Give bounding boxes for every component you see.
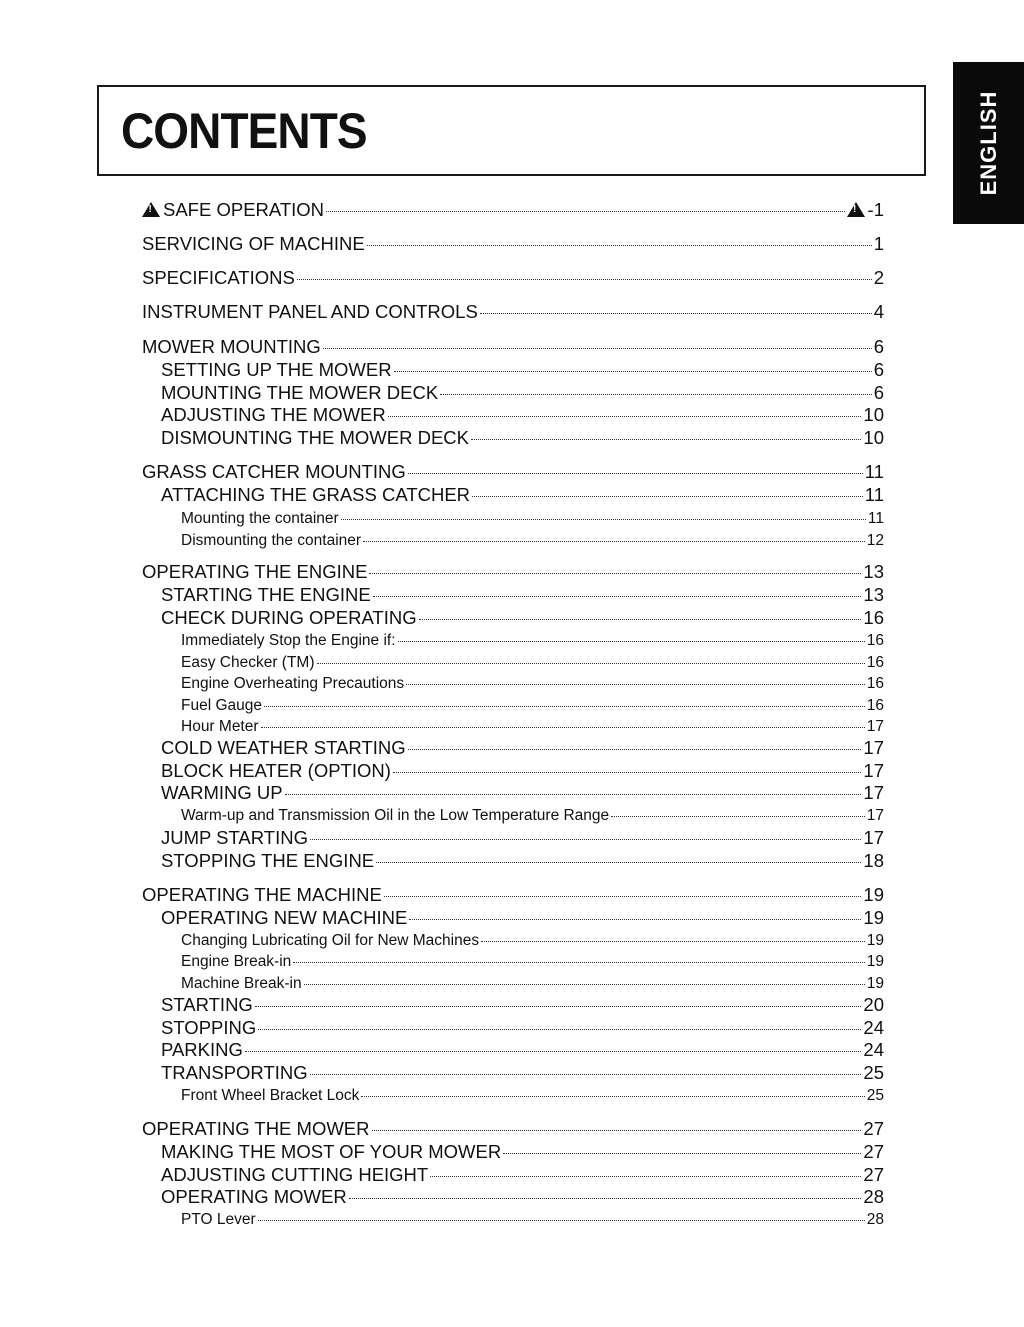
toc-entry-label	[161, 760, 391, 782]
toc-page-number	[867, 1087, 884, 1105]
toc-entry-text: OPERATING THE MOWER	[142, 1117, 370, 1139]
toc-entry[interactable]	[181, 672, 884, 693]
toc-page-number-text: 19	[866, 952, 884, 970]
toc-entry-label	[181, 654, 315, 672]
toc-entry[interactable]	[161, 1060, 884, 1084]
toc-entry-label	[161, 994, 253, 1016]
dot-leader	[323, 334, 872, 353]
toc-page-number	[863, 1062, 884, 1084]
toc-entry[interactable]	[142, 334, 884, 358]
toc-entry-text: BLOCK HEATER (OPTION)	[161, 759, 391, 781]
toc-entry[interactable]	[181, 1084, 884, 1105]
toc-page-number-text: 16	[866, 653, 884, 671]
toc-entry-label	[142, 233, 365, 255]
toc-page-number-text: 17	[863, 826, 884, 848]
toc-page-number	[867, 632, 884, 650]
toc-page-number-text: 27	[863, 1140, 884, 1162]
toc-entry-label	[181, 697, 262, 715]
toc-entry-text: MOWER MOUNTING	[142, 335, 321, 357]
toc-entry[interactable]	[181, 929, 884, 950]
toc-page-number-text: 6	[873, 335, 884, 357]
toc-page-number-text: 13	[863, 560, 884, 582]
toc-entry[interactable]	[142, 882, 884, 906]
toc-entry-text: STOPPING	[161, 1016, 257, 1038]
dot-leader	[373, 582, 862, 601]
dot-leader	[408, 459, 863, 478]
toc-entry-text: Engine Break-in	[181, 952, 292, 970]
toc-page-number-text: 20	[863, 993, 884, 1015]
toc-entry-label	[142, 199, 324, 221]
toc-page-number	[863, 782, 884, 804]
toc-page-number	[863, 404, 884, 426]
toc-page-number	[863, 1141, 884, 1163]
toc-page-number	[863, 884, 884, 906]
toc-entry-text: Warm-up and Transmission Oil in the Low Temperature Range	[181, 806, 610, 824]
dot-leader	[384, 882, 862, 901]
toc-page-number	[867, 654, 884, 672]
toc-entry-text: ADJUSTING CUTTING HEIGHT	[161, 1163, 429, 1185]
dot-leader	[297, 265, 872, 284]
toc-entry-label	[161, 1062, 308, 1084]
toc-entry[interactable]	[161, 582, 884, 606]
dot-leader	[471, 425, 861, 444]
dot-leader	[258, 1208, 865, 1224]
toc-entry-text: Changing Lubricating Oil for New Machines	[181, 931, 480, 949]
toc-entry-label	[181, 1087, 359, 1105]
toc-page-number	[863, 1186, 884, 1208]
toc-entry[interactable]	[161, 992, 884, 1016]
toc-entry-text: OPERATING MOWER	[161, 1185, 347, 1207]
toc-entry-label	[142, 1118, 370, 1140]
toc-entry-text: DISMOUNTING THE MOWER DECK	[161, 426, 469, 448]
toc-page-number	[863, 607, 884, 629]
toc-entry[interactable]	[142, 559, 884, 583]
toc-page-number-text: 17	[863, 781, 884, 803]
toc-entry-label	[181, 632, 396, 650]
toc-entry-label	[161, 359, 392, 381]
toc-entry[interactable]	[181, 804, 884, 825]
dot-leader	[367, 231, 872, 250]
toc-entry-text: Dismounting the container	[181, 531, 362, 549]
toc-entry[interactable]	[181, 972, 884, 993]
toc-entry[interactable]	[161, 735, 884, 759]
toc-entry[interactable]	[142, 459, 884, 483]
toc-entry[interactable]	[181, 529, 884, 550]
toc-page-number-text: 16	[866, 674, 884, 692]
toc-entry[interactable]	[181, 950, 884, 971]
toc-page-number	[863, 827, 884, 849]
dot-leader	[611, 804, 865, 820]
toc-page-number-text: 25	[863, 1061, 884, 1083]
toc-entry[interactable]	[161, 905, 884, 929]
dot-leader	[481, 929, 865, 945]
toc-entry-label	[161, 1141, 501, 1163]
toc-entry-text: ADJUSTING THE MOWER	[161, 403, 386, 425]
toc-entry[interactable]	[181, 629, 884, 650]
toc-entry[interactable]	[142, 197, 884, 221]
toc-page-number-text: 17	[863, 759, 884, 781]
toc-entry-text: Engine Overheating Precautions	[181, 674, 405, 692]
toc-page-number-text: 19	[863, 906, 884, 928]
dot-leader	[369, 559, 861, 578]
toc-page-number-text: 13	[863, 583, 884, 605]
toc-entry[interactable]	[161, 1037, 884, 1061]
toc-page-number-text: 16	[866, 631, 884, 649]
toc-page-number	[867, 932, 884, 950]
toc-page-number	[863, 1039, 884, 1061]
toc-page-number	[863, 427, 884, 449]
toc-page-number-text: 24	[863, 1038, 884, 1060]
toc-page-number-text: 17	[866, 717, 884, 735]
toc-entry-text: Easy Checker (TM)	[181, 653, 315, 671]
toc-entry-text: Mounting the container	[181, 509, 339, 527]
toc-entry-label	[161, 850, 374, 872]
dot-leader	[419, 605, 862, 624]
toc-entry-text: PTO Lever	[181, 1210, 256, 1228]
dot-leader	[409, 905, 861, 924]
toc-entry-label	[142, 267, 295, 289]
toc-page-number-text: 16	[866, 696, 884, 714]
toc-page-number-text: 11	[867, 509, 884, 527]
toc-entry-label	[181, 975, 302, 993]
toc-page-number	[874, 382, 884, 404]
toc-entry-label	[161, 1017, 256, 1039]
toc-page-number-text: 19	[866, 931, 884, 949]
warning-triangle-icon	[142, 202, 160, 217]
dot-leader	[317, 651, 865, 667]
dot-leader	[440, 380, 872, 399]
toc-entry-label	[161, 484, 470, 506]
toc-entry-text: COLD WEATHER STARTING	[161, 736, 406, 758]
toc-entry-label	[181, 1211, 256, 1229]
toc-page-number	[863, 907, 884, 929]
dot-leader	[310, 1060, 862, 1079]
toc-page-number-text: 19	[866, 974, 884, 992]
toc-entry[interactable]	[161, 1015, 884, 1039]
page-title: CONTENTS	[121, 103, 367, 159]
toc-page-number	[874, 359, 884, 381]
toc-page-number	[863, 1164, 884, 1186]
toc-entry-label	[181, 718, 259, 736]
toc-entry-label	[161, 737, 406, 759]
toc-page-number	[867, 1211, 884, 1229]
toc-entry-label	[181, 510, 339, 528]
toc-entry-text: OPERATING THE ENGINE	[142, 560, 368, 582]
toc-entry-label	[161, 427, 469, 449]
toc-entry[interactable]	[161, 1162, 884, 1186]
toc-page-number-text: 1	[873, 232, 884, 254]
toc-page-number-text: 27	[863, 1117, 884, 1139]
toc-entry[interactable]	[161, 758, 884, 782]
toc-page-number-text: 6	[873, 381, 884, 403]
toc-entry[interactable]	[161, 357, 884, 381]
toc-entry[interactable]	[161, 402, 884, 426]
toc-entry[interactable]	[161, 848, 884, 872]
toc-page-number-text: 16	[863, 606, 884, 628]
toc-entry[interactable]	[161, 1184, 884, 1208]
toc-entry-label	[142, 561, 367, 583]
toc-page-number	[863, 561, 884, 583]
dot-leader	[341, 507, 866, 523]
toc-entry-label	[181, 953, 291, 971]
toc-entry-label	[161, 404, 386, 426]
toc-page-number	[867, 675, 884, 693]
toc-entry-text: GRASS CATCHER MOUNTING	[142, 460, 406, 482]
toc-page-number-text: 28	[863, 1185, 884, 1207]
toc-entry-text: Hour Meter	[181, 717, 259, 735]
dot-leader	[480, 299, 872, 318]
toc-entry-label	[161, 607, 417, 629]
dot-leader	[310, 825, 861, 844]
toc-page-number	[874, 301, 884, 323]
dot-leader	[376, 848, 861, 867]
toc-entry-text: CHECK DURING OPERATING	[161, 606, 417, 628]
toc-entry-text: SPECIFICATIONS	[142, 266, 295, 288]
toc-entry[interactable]	[181, 694, 884, 715]
dot-leader	[285, 780, 862, 799]
toc-entry[interactable]	[142, 1116, 884, 1140]
toc-entry-label	[142, 336, 321, 358]
toc-page-number	[863, 760, 884, 782]
dot-leader	[388, 402, 862, 421]
toc-page-number	[867, 975, 884, 993]
toc-page-number-text: 2	[873, 266, 884, 288]
toc-entry-label	[161, 827, 308, 849]
toc-page-number	[874, 267, 884, 289]
toc-page-number-text: 10	[863, 403, 884, 425]
toc-entry-text: TRANSPORTING	[161, 1061, 308, 1083]
toc-page-number-text: 10	[863, 426, 884, 448]
toc-entry-text: PARKING	[161, 1038, 243, 1060]
toc-entry[interactable]	[181, 715, 884, 736]
language-tab-label: ENGLISH	[975, 90, 1001, 196]
toc-page-number	[863, 584, 884, 606]
dot-leader	[430, 1162, 861, 1181]
dot-leader	[363, 529, 865, 545]
dot-leader	[408, 735, 862, 754]
toc-page-number-text: 4	[873, 300, 884, 322]
dot-leader	[258, 1015, 861, 1034]
toc-page-number-text: 24	[863, 1016, 884, 1038]
toc-entry-text: Front Wheel Bracket Lock	[181, 1086, 360, 1104]
toc-page-number	[847, 199, 884, 221]
toc-entry-label	[181, 932, 479, 950]
dot-leader	[406, 672, 865, 688]
dot-leader	[372, 1116, 862, 1135]
toc-entry-text: Machine Break-in	[181, 974, 302, 992]
dot-leader	[361, 1084, 864, 1100]
toc-entry-label	[161, 1186, 347, 1208]
toc-page-number	[863, 850, 884, 872]
toc-entry-text: Fuel Gauge	[181, 696, 262, 714]
dot-leader	[349, 1184, 862, 1203]
toc-entry-label	[161, 782, 283, 804]
toc-entry[interactable]	[161, 605, 884, 629]
toc-entry-label	[161, 1164, 428, 1186]
toc-entry-label	[142, 884, 382, 906]
toc-page-number	[867, 807, 884, 825]
toc-page-number	[863, 1017, 884, 1039]
toc-page-number	[867, 697, 884, 715]
toc-page-number	[874, 336, 884, 358]
toc-page-number	[874, 233, 884, 255]
toc-page-number-text: 19	[863, 883, 884, 905]
toc-entry-label	[181, 675, 404, 693]
toc-entry-text: STOPPING THE ENGINE	[161, 849, 375, 871]
toc-entry-text: OPERATING THE MACHINE	[142, 883, 382, 905]
toc-page-number	[865, 484, 884, 506]
dot-leader	[393, 758, 862, 777]
dot-leader	[255, 992, 862, 1011]
toc-page-number-text: -1	[867, 198, 884, 220]
toc-entry-label	[142, 461, 406, 483]
toc-page-number	[867, 953, 884, 971]
toc-entry[interactable]	[181, 651, 884, 672]
toc-entry-label	[142, 301, 478, 323]
toc-entry[interactable]	[161, 780, 884, 804]
dot-leader	[304, 972, 865, 988]
toc-entry-text: INSTRUMENT PANEL AND CONTROLS	[142, 300, 478, 322]
toc-entry-label	[161, 1039, 243, 1061]
toc-entry-text: Immediately Stop the Engine if:	[181, 631, 396, 649]
toc-entry[interactable]	[161, 380, 884, 404]
toc-page-number-text: 18	[863, 849, 884, 871]
toc-entry-label	[161, 907, 407, 929]
toc-entry[interactable]	[142, 299, 884, 323]
toc-entry[interactable]	[161, 425, 884, 449]
toc-page-number-text: 11	[864, 460, 884, 482]
toc-entry[interactable]	[142, 265, 884, 289]
toc-entry[interactable]	[181, 1208, 884, 1229]
dot-leader	[326, 197, 845, 216]
toc-page-number-text: 25	[866, 1086, 884, 1104]
toc-entry-text: ATTACHING THE GRASS CATCHER	[161, 483, 471, 505]
toc-page-number-text: 12	[866, 531, 884, 549]
toc-page-number	[867, 532, 884, 550]
dot-leader	[472, 482, 863, 501]
toc-entry-text: WARMING UP	[161, 781, 283, 803]
toc-entry-label	[161, 382, 438, 404]
dot-leader	[503, 1139, 861, 1158]
toc-entry-text: JUMP STARTING	[161, 826, 308, 848]
toc-page-number-text: 28	[866, 1210, 884, 1228]
toc-page-number	[863, 994, 884, 1016]
toc-entry-text: STARTING	[161, 993, 253, 1015]
toc-entry-label	[181, 807, 609, 825]
toc-page-number-text: 17	[863, 736, 884, 758]
toc-page-number	[865, 461, 884, 483]
toc-entry-text: SAFE OPERATION	[163, 198, 325, 220]
toc-entry-label	[181, 532, 361, 550]
dot-leader	[261, 715, 865, 731]
dot-leader	[394, 357, 872, 376]
toc-page-number	[867, 718, 884, 736]
toc-entry[interactable]	[161, 1139, 884, 1163]
toc-entry-text: MOUNTING THE MOWER DECK	[161, 381, 439, 403]
toc-entry-text: SETTING UP THE MOWER	[161, 358, 392, 380]
dot-leader	[264, 694, 865, 710]
toc-entry[interactable]	[161, 825, 884, 849]
toc-entry[interactable]	[181, 507, 884, 528]
toc-page-number	[863, 737, 884, 759]
dot-leader	[398, 629, 865, 645]
toc-entry-text: MAKING THE MOST OF YOUR MOWER	[161, 1140, 502, 1162]
dot-leader	[293, 950, 864, 966]
toc-page-number-text: 6	[873, 358, 884, 380]
dot-leader	[245, 1037, 862, 1056]
toc-entry-text: SERVICING OF MACHINE	[142, 232, 365, 254]
toc-entry-text: OPERATING NEW MACHINE	[161, 906, 408, 928]
toc-page-number-text: 11	[864, 483, 884, 505]
warning-triangle-icon	[847, 202, 865, 217]
toc-entry[interactable]	[142, 231, 884, 255]
toc-entry-text: STARTING THE ENGINE	[161, 583, 371, 605]
toc-entry-label	[161, 584, 371, 606]
toc-page-number	[863, 1118, 884, 1140]
toc-page-number	[868, 510, 884, 528]
toc-page-number-text: 17	[866, 806, 884, 824]
toc-page-number-text: 27	[863, 1163, 884, 1185]
toc-entry[interactable]	[161, 482, 884, 506]
